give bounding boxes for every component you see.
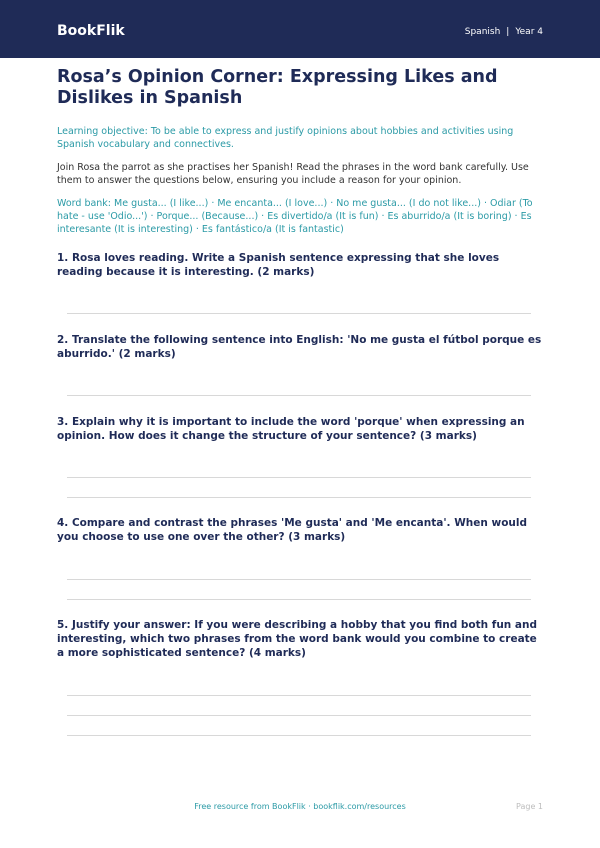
word-bank: Word bank: Me gusta... (I like...) · Me encanta... (I love...) · No me gusta... (I do not like...) · Odiar (To hate - use 'Odio...') · Porque... (Because...) · Es divertido/a (It is fun) · Es aburrido/a (It is boring) · Es interesante (It is interesting) · Es fantástico/a (It is fantastic) (57, 198, 533, 235)
page-number: Page 1 (516, 802, 543, 811)
question-1: 1. Rosa loves reading. Write a Spanish sentence expressing that she loves reading because it is interesting. (2 marks) (57, 252, 500, 278)
answer-line-5-3[interactable] (67, 735, 531, 736)
worksheet-intro (57, 67, 543, 236)
question-5: 5. Justify your answer: If you were describing a hobby that you find both fun and interesting, which two phrases from the word bank would you combine to create a more sophisticated sentence? (4 marks) (57, 619, 538, 659)
year-label: Year 4 (515, 27, 543, 37)
answer-line-3-1[interactable] (67, 477, 531, 478)
answer-line-4-1[interactable] (67, 579, 531, 580)
question-4: 4. Compare and contrast the phrases 'Me gusta' and 'Me encanta'. When would you choose to use one over the other? (3 marks) (57, 517, 528, 543)
meta-separator: | (506, 27, 510, 37)
answer-line-1-1[interactable] (67, 313, 531, 314)
answer-line-4-2[interactable] (67, 599, 531, 600)
subject-label: Spanish (464, 27, 501, 37)
subject-year-label (465, 26, 543, 38)
brand-logo-text: BookFlik (57, 23, 125, 39)
learning-objective: Learning objective: To be able to express and justify opinions about hobbies and activities using Spanish vocabulary and connectives. (57, 126, 514, 150)
answer-line-2-1[interactable] (67, 395, 531, 396)
answer-line-5-2[interactable] (67, 715, 531, 716)
question-2: 2. Translate the following sentence into English: 'No me gusta el fútbol porque es aburrido.' (2 marks) (57, 334, 542, 360)
footer-credit[interactable]: Free resource from BookFlik · bookflik.com/resources (194, 802, 406, 811)
question-3: 3. Explain why it is important to include the word 'porque' when expressing an opinion. How does it change the structure of your sentence? (3 marks) (57, 416, 525, 442)
instructions-text: Join Rosa the parrot as she practises her Spanish! Read the phrases in the word bank carefully. Use them to answer the questions below, ensuring you include a reason for your opinion. (57, 162, 529, 186)
answer-line-3-2[interactable] (67, 497, 531, 498)
page-title: Rosa’s Opinion Corner: Expressing Likes and Dislikes in Spanish (57, 67, 498, 108)
page-header (0, 0, 600, 58)
answer-line-5-1[interactable] (67, 695, 531, 696)
